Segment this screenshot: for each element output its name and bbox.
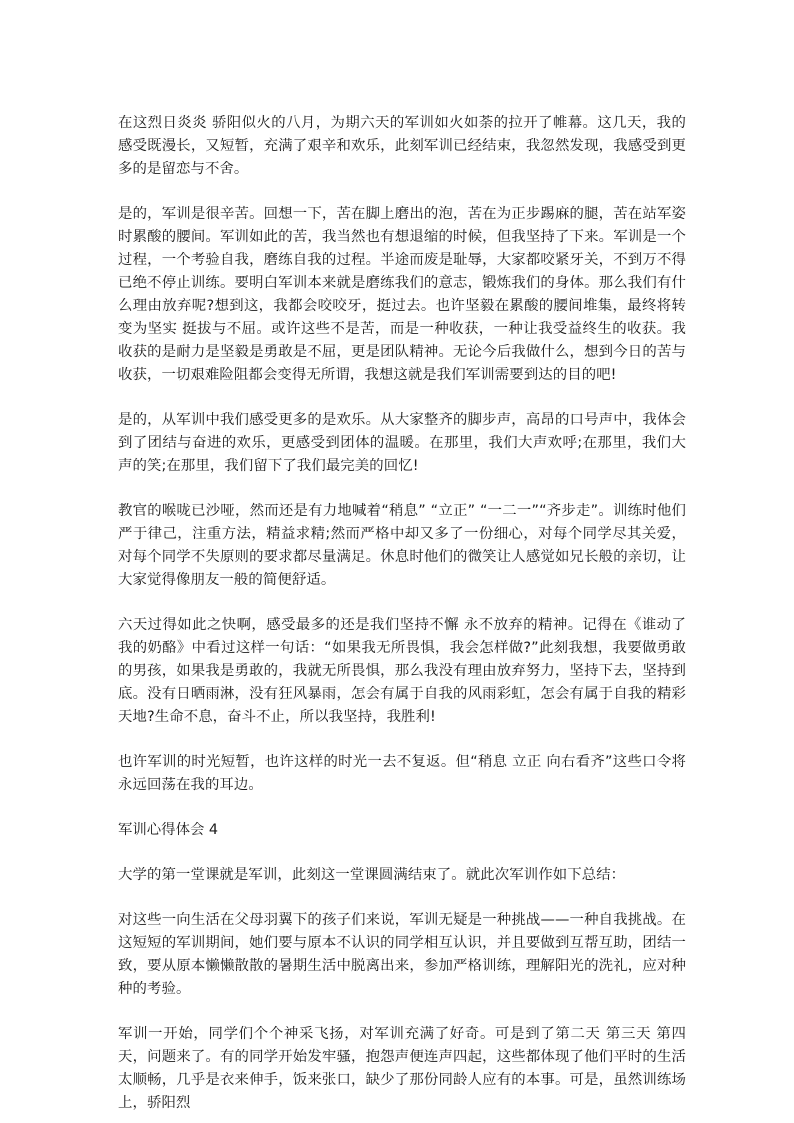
paragraph: 教官的喉咙已沙哑，然而还是有力地喊着“稍息” “立正” “一二一”“齐步走”。训练时他们严于律己，注重方法，精益求精;然而严格中却又多了一份细心，对每个同学尽其关爱，对每个同学不失原则的要求都尽量满足。休息时他们的微笑让人感觉如兄长般的亲切，让大家觉得像朋友一般的简便舒适。 bbox=[118, 503, 686, 588]
paragraph: 也许军训的时光短暂，也许这样的时光一去不复返。但“稍息 立正 向右看齐”这些口令将永远回荡在我的耳边。 bbox=[118, 754, 686, 793]
section-heading: 军训心得体会 4 bbox=[118, 822, 219, 838]
paragraph: 是的，军训是很辛苦。回想一下，苦在脚上磨出的泡，苦在为正步踢麻的腿，苦在站军姿时累酸的腰间。军训如此的苦，我当然也有想退缩的时候，但我坚持了下来。军训是一个过程，一个考验自我，磨练自我的过程。半途而废是耻辱，大家都咬紧牙关，不到万不得已绝不停止训练。要明白军训本来就是磨练我们的意志，锻炼我们的身体。那么我们有什么理由放弃呢?想到这，我都会咬咬牙，挺过去。也许坚毅在累酸的腰间堆集，最终将转变为坚实 挺拔与不屈。或许这些不是苦，而是一种收获，一种让我受益终生的收获。我收获的是耐力是坚毅是勇敢是不屈，更是团队精神。无论今后我做什么，想到今日的苦与收获，一切艰难险阻都会变得无所谓，我想这就是我们军训需要到达的目的吧! bbox=[118, 206, 686, 383]
paragraph: 对这些一向生活在父母羽翼下的孩子们来说，军训无疑是一种挑战——一种自我挑战。在这短短的军训期间，她们要与原本不认识的同学相互认识，并且要做到互帮互助，团结一致，要从原本懒懒散散的暑期生活中脱离出来，参加严格训练，理解阳光的洗礼，应对种种的考验。 bbox=[118, 912, 686, 997]
paragraph: 六天过得如此之快啊，感受最多的还是我们坚持不懈 永不放弃的精神。记得在《谁动了我的奶酪》中看过这样一句话：“如果我无所畏惧，我会怎样做?”此刻我想，我要做勇敢的男孩，如果我是勇敢的，我就无所畏惧，那么我没有理由放弃努力，坚持下去，坚持到底。没有日晒雨淋，没有狂风暴雨，怎会有属于自我的风雨彩虹，怎会有属于自我的精彩天地?生命不息，奋斗不止，所以我坚持，我胜利! bbox=[118, 617, 686, 725]
paragraph: 在这烈日炎炎 骄阳似火的八月，为期六天的军训如火如荼的拉开了帷幕。这几天，我的感受既漫长，又短暂，充满了艰辛和欢乐，此刻军训已经结束，我忽然发现，我感受到更多的是留恋与不舍。 bbox=[118, 115, 686, 177]
paragraph: 军训一开始，同学们个个神采飞扬，对军训充满了好奇。可是到了第二天 第三天 第四天，问题来了。有的同学开始发牢骚，抱怨声便连声四起，这些都体现了他们平时的生活太顺畅，几乎是衣来伸手，饭来张口，缺少了那份同龄人应有的本事。可是，虽然训练场上，骄阳烈 bbox=[118, 1026, 686, 1111]
document-page bbox=[118, 112, 686, 1112]
paragraph: 是的，从军训中我们感受更多的是欢乐。从大家整齐的脚步声，高昂的口号声中，我体会到了团结与奋进的欢乐，更感受到团体的温暖。在那里，我们大声欢呼;在那里，我们大声的笑;在那里，我们留下了我们最完美的回忆! bbox=[118, 412, 686, 474]
paragraph: 大学的第一堂课就是军训，此刻这一堂课圆满结束了。就此次军训作如下总结： bbox=[118, 867, 626, 883]
